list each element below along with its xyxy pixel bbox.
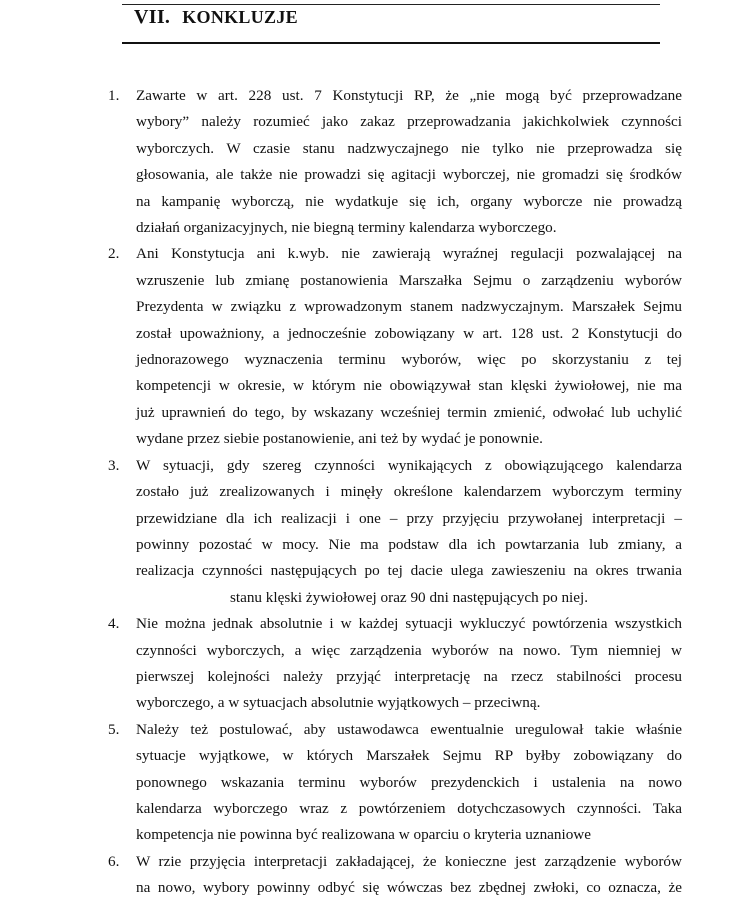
item-text: [136, 849, 682, 902]
top-rule: [122, 4, 660, 5]
conclusion-item: [108, 241, 682, 452]
text-line: działań organizacyjnych, nie biegną terminy kalendarza wyborczego.: [136, 219, 557, 237]
text-line: Prezydenta w związku z wprowadzonym stanem nadzwyczajnym. Marszałek Sejmu: [136, 298, 682, 316]
text-line: Nie można jednak absolutnie i w każdej sytuacji wykluczyć powtórzenia wszystkich: [136, 615, 682, 633]
conclusion-item: [108, 849, 682, 902]
text-line: wzruszenie lub zmianę postanowienia Marszałka Sejmu o zarządzeniu wyborów: [136, 271, 682, 289]
text-line: Należy też postulować, aby ustawodawca ewentualnie uregulował takie właśnie: [136, 720, 682, 738]
heading-underline: [122, 42, 660, 44]
item-number: 5.: [108, 720, 120, 738]
conclusion-item: [108, 611, 682, 717]
text-line: wyborczych. W czasie stanu nadzwyczajnego nie tylko nie przeprowadza się: [136, 139, 682, 157]
text-line: Ani Konstytucja ani k.wyb. nie zawierają wyraźnej regulacji pozwalającej na: [136, 245, 682, 263]
text-line: kalendarza wyborczego wraz z powtórzeniem dotychczasowych czynności. Taka: [136, 799, 682, 817]
text-line: przewidziane dla ich realizacji i one – przy przyjęciu przywołanej interpretacji –: [136, 509, 682, 527]
text-line: czynności wyborczych, a więc zarządzenia wyborów na nowo. Tym niemniej w: [136, 641, 682, 659]
conclusions-list: [108, 83, 682, 902]
item-text: [136, 83, 682, 241]
text-line: wybory” należy rozumieć jako zakaz przeprowadzania jakichkolwiek czynności: [136, 113, 682, 131]
item-text: [136, 241, 682, 452]
text-line: jednorazowego wyznaczenia terminu wyborów, więc po skorzystaniu z tej: [136, 351, 682, 369]
item-number: 3.: [108, 456, 120, 474]
text-line: wyborczego, a w sytuacjach absolutnie wyjątkowych – przeciwną.: [136, 694, 541, 712]
section-number: VII.: [134, 6, 171, 28]
text-line: W rzie przyjęcia interpretacji zakładającej, że konieczne jest zarządzenie wyborów: [136, 852, 682, 870]
text-line: powinny pozostać w mocy. Nie ma podstaw dla ich powtarzania lub zmiany, a: [136, 535, 682, 553]
conclusion-item: [108, 453, 682, 611]
text-line: na nowo, wybory powinny odbyć się wówczas bez zbędnej zwłoki, co oznacza, że: [136, 879, 682, 897]
text-line: Zawarte w art. 228 ust. 7 Konstytucji RP, że „nie mogą być przeprowadzane: [136, 87, 682, 104]
conclusion-item: [108, 717, 682, 849]
conclusion-item: [108, 83, 682, 241]
item-text: [136, 717, 682, 849]
item-number: 4.: [108, 615, 120, 633]
item-number: 2.: [108, 245, 120, 263]
text-line: głosowania, ale także nie prowadzi się agitacji wyborczej, nie gromadzi się środków: [136, 166, 682, 184]
item-text: [136, 611, 682, 717]
item-text: [136, 453, 682, 611]
text-line: wydane przez siebie postanowienie, ani też by wydać je ponownie.: [136, 430, 543, 448]
section-heading: [134, 6, 298, 29]
text-line: zostało już zrealizowanych i minęły określone kalendarzem wyborczym terminy: [136, 483, 682, 501]
item-number: 1.: [108, 87, 120, 104]
text-line: na kampanię wyborczą, nie wydatkuje się ich, organy wyborcze nie prowadzą: [136, 192, 682, 210]
text-line: stanu klęski żywiołowej oraz 90 dni następujących po niej.: [229, 588, 589, 606]
text-line: ponownego wskazania terminu wyborów prezydenckich i ustalenia na nowo: [136, 773, 682, 791]
text-line: pierwszej kolejności należy przyjąć interpretację na rzecz stabilności procesu: [136, 667, 682, 685]
text-line: W sytuacji, gdy szereg czynności wynikających z obowiązującego kalendarza: [136, 456, 682, 474]
text-line: został upoważniony, a jednocześnie zobowiązany w art. 128 ust. 2 Konstytucji do: [136, 324, 682, 342]
text-line: kompetencji w okresie, w którym nie obowiązywał stan klęski żywiołowej, nie ma: [136, 377, 682, 395]
text-line: realizacja czynności następujących po tej dacie ulega zawieszeniu na okres trwania: [136, 562, 682, 580]
text-line: kompetencja nie powinna być realizowana w oparciu o kryteria uznaniowe: [136, 826, 592, 844]
text-line: sytuacje wyjątkowe, w których Marszałek Sejmu RP byłby zobowiązany do: [136, 747, 682, 765]
item-number: 6.: [108, 852, 120, 870]
text-line: już uprawnień do tego, by wskazany wcześniej termin zmienić, odwołać lub uchylić: [136, 403, 682, 421]
section-title: KONKLUZJE: [182, 7, 298, 27]
